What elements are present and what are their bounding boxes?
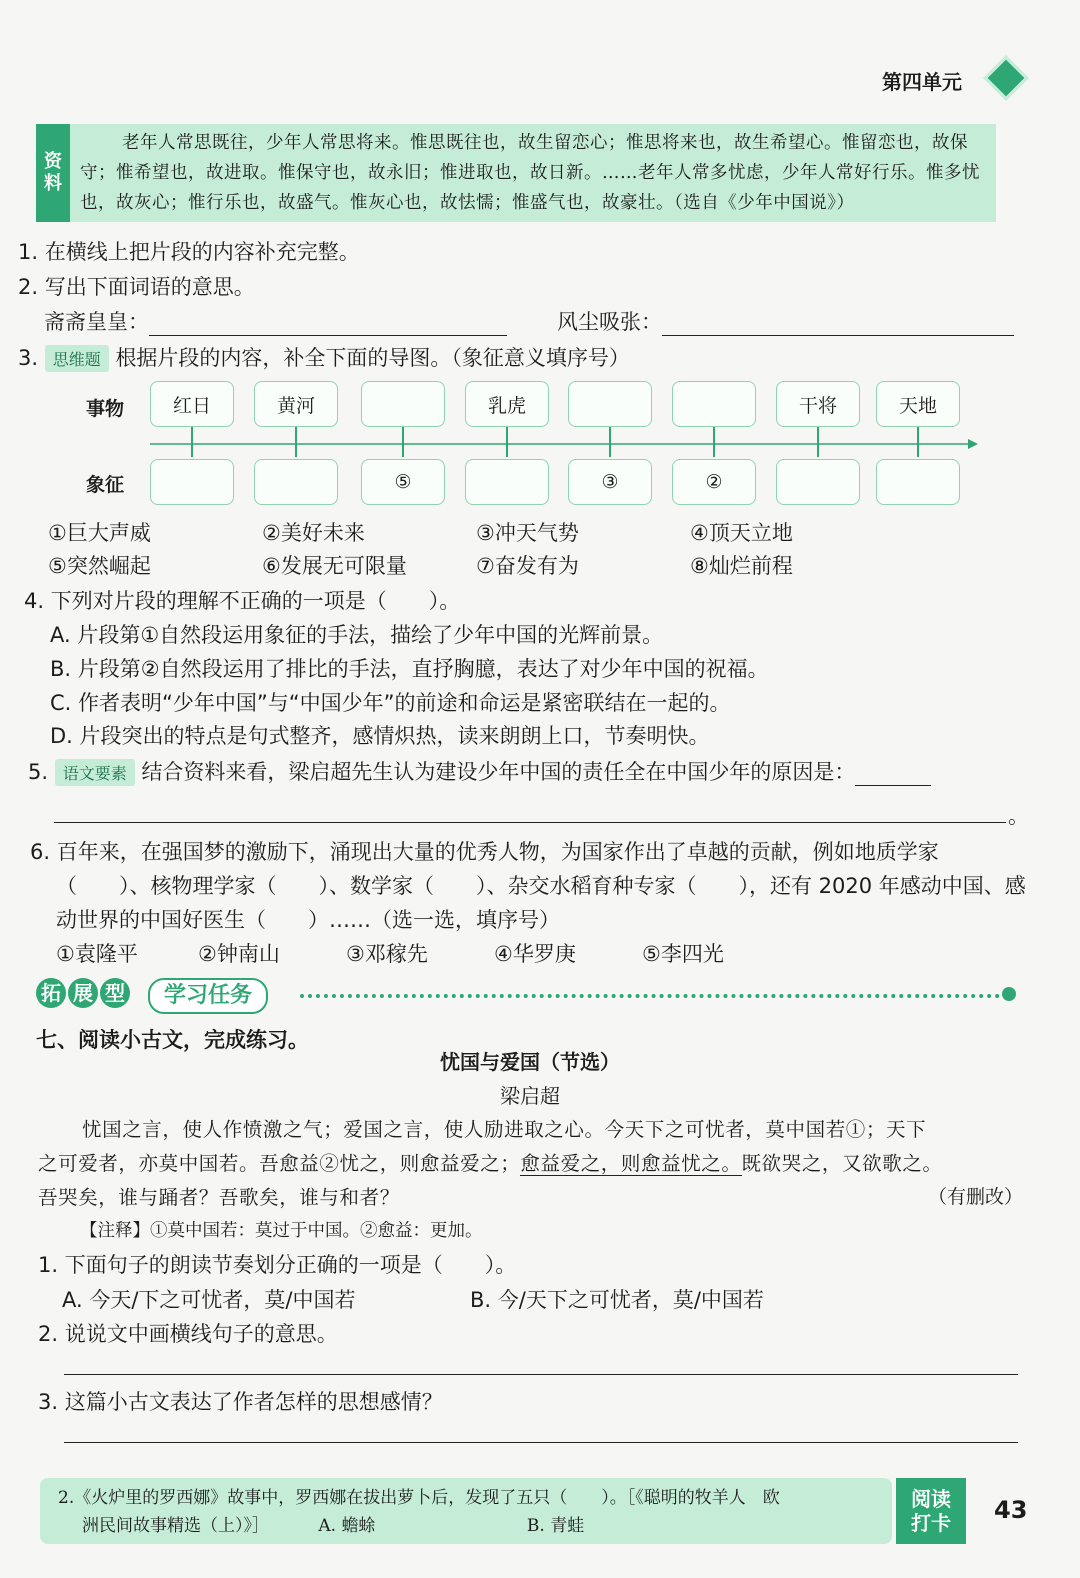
- diagram-symbol-box[interactable]: [465, 459, 549, 505]
- q6-option: ①袁隆平: [56, 942, 138, 966]
- diamond-icon: [983, 55, 1028, 100]
- passage-text: 既欲哭之，又欲歌之。: [741, 1152, 943, 1175]
- reading-checkin-line-1: 2.《火炉里的罗西娜》故事中，罗西娜在拔出萝卜后，发现了五只（ ）。［《聪明的牧羊人 欧: [58, 1488, 780, 1508]
- q5-tag: 语文要素: [55, 759, 135, 786]
- diagram-symbol-box[interactable]: [150, 459, 234, 505]
- reading-checkin-choice-a[interactable]: A. 蟾蜍: [318, 1516, 376, 1536]
- passage-annotation: 【注释】①莫中国若：莫过于中国。②愈益：更加。: [80, 1221, 483, 1241]
- q6-option: ④华罗庚: [494, 942, 576, 966]
- subquestion-1: 1. 下面句子的朗读节奏划分正确的一项是（ ）。: [38, 1253, 517, 1277]
- subquestion-1-choice-a[interactable]: A. 今天/下之可忧者，莫/中国若: [62, 1288, 356, 1312]
- diagram-connector: [402, 427, 404, 457]
- subquestion-2: 2. 说说文中画横线句子的意思。: [38, 1322, 338, 1346]
- banner-char: 展: [68, 978, 98, 1008]
- passage-source-note: （有删改）: [928, 1186, 1024, 1208]
- diagram-connector: [917, 427, 919, 457]
- diagram-thing-box[interactable]: [672, 381, 756, 427]
- question-6-line-2: （ ）、核物理学家（ ）、数学家（ ）、杂交水稻育种专家（ ），还有 2020 年感动中国、感: [56, 874, 1026, 898]
- section-banner: [36, 978, 288, 1012]
- passage-title: 忧国与爱国（节选）: [440, 1050, 620, 1074]
- diagram-symbol-box: ⑤: [361, 459, 445, 505]
- diagram-thing-box: 乳虎: [465, 381, 549, 427]
- banner-char: 拓: [36, 978, 66, 1008]
- diagram-symbol-box[interactable]: [876, 459, 960, 505]
- q4-choice-b[interactable]: B. 片段第②自然段运用了排比的手法，直抒胸臆，表达了对少年中国的祝福。: [50, 657, 769, 681]
- question-4: 4. 下列对片段的理解不正确的一项是（ ）。: [24, 589, 461, 613]
- reading-checkin-tag-line: 打卡: [911, 1511, 951, 1535]
- subquestion-1-choice-b[interactable]: B. 今/天下之可忧者，莫/中国若: [470, 1288, 764, 1312]
- diagram-symbol-box: ②: [672, 459, 756, 505]
- passage-author: 梁启超: [500, 1084, 560, 1108]
- diagram-connector: [506, 427, 508, 457]
- diagram-thing-box[interactable]: [568, 381, 652, 427]
- subquestion-2-answer-line[interactable]: [64, 1374, 1018, 1375]
- passage-line-2: [38, 1148, 943, 1176]
- diagram-symbol-box: ③: [568, 459, 652, 505]
- q3-option: ⑧灿烂前程: [690, 554, 793, 578]
- diagram-axis-arrow: [150, 436, 980, 452]
- q2-word-1-row: [44, 306, 507, 336]
- page-number: 43: [994, 1496, 1028, 1524]
- q2-answer-line-1[interactable]: [149, 335, 507, 336]
- diagram-connector: [817, 427, 819, 457]
- diagram-thing-box[interactable]: [361, 381, 445, 427]
- question-1: 1. 在横线上把片段的内容补充完整。: [18, 240, 360, 264]
- section-7-heading: 七、阅读小古文，完成练习。: [36, 1028, 309, 1052]
- diagram-connector: [191, 427, 193, 457]
- subquestion-3: 3. 这篇小古文表达了作者怎样的思想感情？: [38, 1390, 443, 1414]
- question-5: [28, 756, 931, 786]
- q2-answer-line-2[interactable]: [662, 335, 1014, 336]
- q2-word-2: 风尘吸张：: [557, 310, 662, 334]
- question-2: 2. 写出下面词语的意思。: [18, 275, 255, 299]
- q6-option: ③邓稼先: [346, 942, 428, 966]
- diagram-thing-box: 黄河: [254, 381, 338, 427]
- material-tag: [36, 124, 70, 222]
- q4-choice-d[interactable]: D. 片段突出的特点是句式整齐，感情炽热，读来朗朗上口，节奏明快。: [50, 724, 710, 748]
- q2-word-2-row: [557, 306, 1014, 336]
- q2-word-1: 斋斋皇皇：: [44, 310, 149, 334]
- diagram-symbol-box[interactable]: [254, 459, 338, 505]
- q3-option: ③冲天气势: [476, 521, 579, 545]
- q3-option: ⑤突然崛起: [48, 554, 151, 578]
- q5-number: 5.: [28, 760, 49, 784]
- passage-line-3: 吾哭矣，谁与踊者？吾歌矣，谁与和者？: [38, 1186, 400, 1209]
- q6-option: ⑤李四光: [642, 942, 724, 966]
- diagram-connector: [713, 427, 715, 457]
- q3-option: ②美好未来: [262, 521, 365, 545]
- q4-choice-c[interactable]: C. 作者表明“少年中国”与“中国少年”的前途和命运是紧密联结在一起的。: [50, 691, 731, 715]
- q5-period: 。: [1008, 804, 1029, 828]
- diagram-thing-box: 干将: [776, 381, 860, 427]
- q3-number: 3.: [18, 346, 39, 370]
- diagram-thing-box: 红日: [150, 381, 234, 427]
- q3-option: ⑥发展无可限量: [262, 554, 407, 578]
- reading-checkin-line-2: [58, 1512, 780, 1540]
- material-tag-char: 料: [44, 173, 62, 194]
- reading-checkin-tag: [896, 1478, 966, 1544]
- banner-end-dot: [1002, 987, 1016, 1001]
- q3-option: ⑦奋发有为: [476, 554, 579, 578]
- diagram-connector: [295, 427, 297, 457]
- q5-answer-line-1[interactable]: [855, 785, 931, 786]
- q6-option: ②钟南山: [198, 942, 280, 966]
- unit-title: 第四单元: [882, 70, 962, 94]
- diagram-row-label-symbols: 象征: [86, 474, 125, 496]
- passage-line-1: 忧国之言，使人作愤激之气；爱国之言，使人励进取之心。今天下之可忧者，莫中国若①；天下: [82, 1118, 927, 1141]
- banner-dotted-line: [300, 994, 1000, 998]
- reading-checkin-question: [58, 1484, 780, 1540]
- passage-underlined-sentence: 愈益爱之，则愈益忧之。: [520, 1152, 742, 1175]
- q4-choice-a[interactable]: A. 片段第①自然段运用象征的手法，描绘了少年中国的光辉前景。: [50, 623, 664, 647]
- q5-stem: 结合资料来看，梁启超先生认为建设少年中国的责任全在中国少年的原因是：: [141, 760, 856, 784]
- question-6-line-1: 6. 百年来，在强国梦的激励下，涌现出大量的优秀人物，为国家作出了卓越的贡献，例如地质学家: [30, 840, 939, 864]
- material-tag-char: 资: [44, 151, 62, 172]
- diagram-symbol-box[interactable]: [776, 459, 860, 505]
- reading-checkin-tag-line: 阅读: [911, 1487, 951, 1511]
- banner-char: 型: [100, 978, 130, 1008]
- diagram-thing-box: 天地: [876, 381, 960, 427]
- q3-option: ④顶天立地: [690, 521, 793, 545]
- reading-checkin-choice-b[interactable]: B. 青蛙: [526, 1516, 585, 1536]
- banner-label: 学习任务: [148, 978, 268, 1014]
- passage-text: 之可爱者，亦莫中国若。吾愈益②忧之，则愈益爱之；: [38, 1152, 521, 1175]
- diagram-row-label-things: 事物: [86, 398, 125, 420]
- subquestion-3-answer-line[interactable]: [64, 1442, 1018, 1443]
- q3-tag: 思维题: [45, 345, 109, 372]
- material-text: 老年人常思既往，少年人常思将来。惟思既往也，故生留恋心；惟思将来也，故生希望心。惟留恋也，故保守；惟希望也，故进取。惟保守也，故永旧；惟进取也，故日新。……老年人常多忧虑，少年人常好行乐。惟多忧也，故灰心；惟行乐也，故盛气。惟灰心也，故怯懦；惟盛气也，故豪壮。（选自《少年中国说》）: [80, 133, 980, 213]
- reading-checkin-source: 洲民间故事精选（上）》］: [82, 1516, 269, 1536]
- diagram-connector: [609, 427, 611, 457]
- q5-answer-line-2[interactable]: [54, 822, 1006, 823]
- q3-option: ①巨大声威: [48, 521, 151, 545]
- question-6-line-3: 动世界的中国好医生（ ）……（选一选，填序号）: [56, 908, 560, 932]
- q3-stem: 根据片段的内容，补全下面的导图。（象征意义填序号）: [115, 346, 630, 370]
- question-3: [18, 342, 630, 372]
